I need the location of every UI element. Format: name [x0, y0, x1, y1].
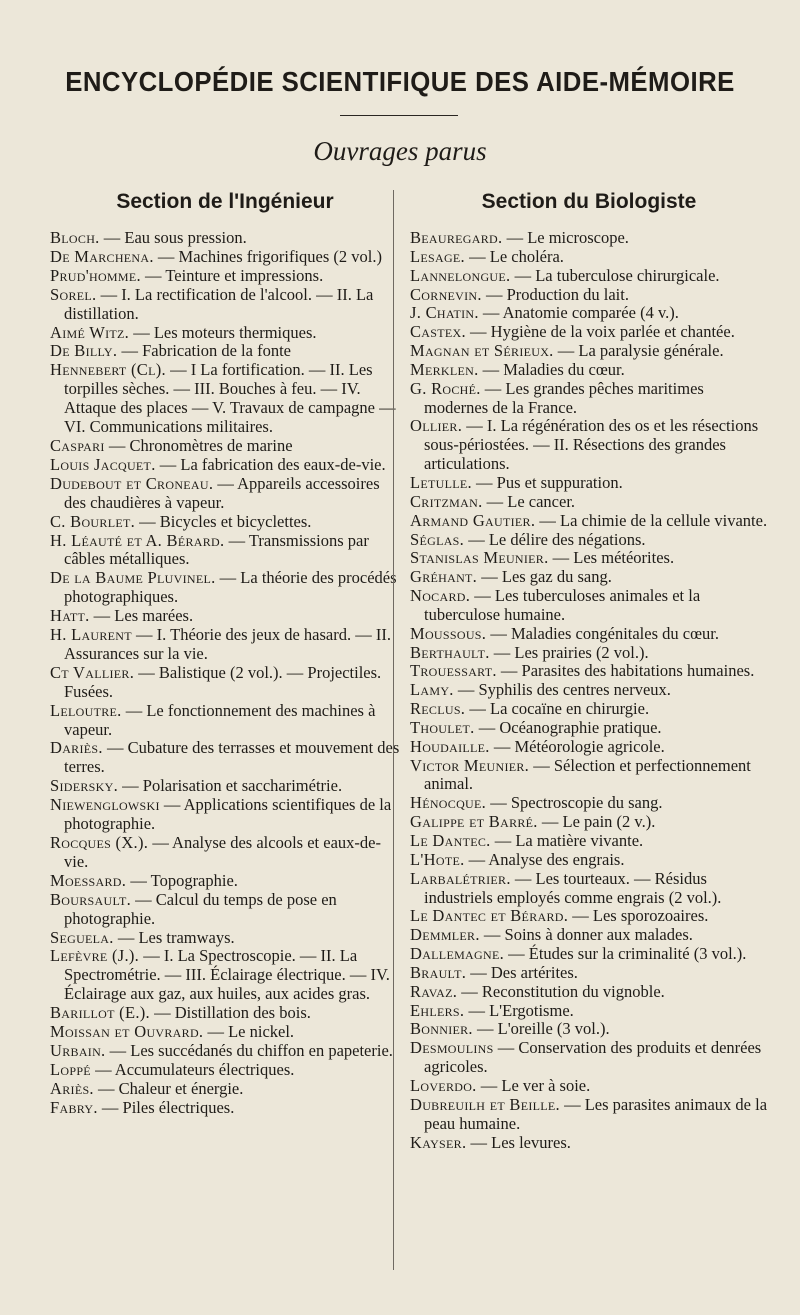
list-item: [50, 532, 400, 570]
section-ingenieur: [50, 190, 400, 1118]
entry-author: C. Bourlet.: [50, 511, 136, 531]
list-item: [410, 286, 768, 305]
list-item: [410, 945, 768, 964]
entry-title: — Les marées.: [89, 606, 194, 626]
list-item: [50, 1099, 400, 1118]
list-item: [410, 342, 768, 361]
entry-title: — Les sporozoaires.: [568, 906, 709, 926]
entry-author: Ehlers.: [410, 1000, 465, 1020]
list-item: [410, 625, 768, 644]
list-item: [50, 456, 400, 475]
entry-author: Beauregard.: [410, 228, 503, 247]
list-item: [410, 1134, 768, 1153]
entry-author: Bonnier.: [410, 1019, 473, 1039]
list-item: [50, 1004, 400, 1023]
entry-title: — Des artérites.: [466, 962, 578, 982]
list-item: [410, 474, 768, 493]
entry-author: Dubreuilh et Beille.: [410, 1094, 560, 1114]
entry-author: Magnan et Sérieux.: [410, 341, 554, 361]
list-item: [410, 1039, 768, 1077]
entry-author: Brault.: [410, 962, 467, 982]
entry-author: Stanislas Meunier.: [410, 548, 549, 568]
list-item: [50, 796, 400, 834]
entry-author: Leloutre.: [50, 700, 122, 720]
entry-title: — Piles électriques.: [97, 1097, 235, 1117]
entry-author: Barillot (E.).: [50, 1003, 150, 1023]
list-item: [410, 248, 768, 267]
entry-author: H. Léauté et A. Bérard.: [50, 530, 225, 550]
entry-title: — Anatomie comparée (4 v.).: [478, 303, 679, 323]
entry-author: Castex.: [410, 322, 466, 342]
entry-author: De Marchena.: [50, 246, 154, 266]
entry-title: — Les tuberculoses animales et la tuberculose humaine.: [424, 586, 701, 624]
entry-author: Houdaille.: [410, 736, 490, 756]
list-item: [50, 947, 400, 1004]
entry-title: — Production du lait.: [481, 284, 629, 304]
list-item: [410, 587, 768, 625]
entry-title: — Le fonctionnement des machines à vapeur.: [64, 700, 376, 739]
list-item: [50, 1061, 400, 1080]
list-item: [50, 361, 400, 437]
entry-title: — Les levures.: [466, 1132, 571, 1152]
entry-author: Gréhant.: [410, 567, 478, 587]
list-item: [410, 361, 768, 380]
list-item: [410, 304, 768, 323]
entry-author: Critzman.: [410, 491, 483, 511]
list-item: [50, 626, 400, 664]
entry-author: Ollier.: [410, 416, 463, 436]
entry-title: — Les prairies (2 vol.).: [489, 642, 649, 662]
entry-author: Bloch.: [50, 228, 100, 247]
entry-author: Victor Meunier.: [410, 755, 530, 775]
entry-title: — Pus et suppuration.: [471, 472, 623, 492]
entry-author: Dariès.: [50, 738, 103, 758]
list-item: [410, 738, 768, 757]
entry-author: De Billy.: [50, 341, 118, 361]
list-item: [410, 1002, 768, 1021]
entry-author: Niewenglowski: [50, 795, 160, 815]
entry-author: Desmoulins: [410, 1038, 494, 1058]
entry-author: Le Dantec et Bérard.: [410, 906, 569, 926]
entry-author: Reclus.: [410, 699, 466, 719]
entry-author: Dudebout et Croneau.: [50, 473, 214, 493]
entry-title: — Maladies congénitales du cœur.: [486, 623, 719, 643]
entry-title: — Le ver à soie.: [476, 1075, 591, 1095]
column-divider: [393, 190, 394, 1270]
list-item: [410, 870, 768, 908]
entry-author: Moissan et Ouvrard.: [50, 1022, 204, 1042]
entry-author: Cornevin.: [410, 284, 482, 304]
list-item: [50, 664, 400, 702]
list-item: [50, 267, 400, 286]
list-item: [410, 681, 768, 700]
list-item: [410, 662, 768, 681]
entry-title: — I La fortification. — II. Les torpilles sèches. — III. Bouches à feu. — IV. Attaque des places — V. Travaux de campagne — VI. Communications militaires.: [64, 360, 396, 437]
list-item: [50, 607, 400, 626]
entry-author: Aimé Witz.: [50, 322, 130, 342]
entry-author: Sorel.: [50, 284, 97, 304]
entry-author: Prud'homme.: [50, 265, 141, 285]
entry-title: — Études sur la criminalité (3 vol.).: [504, 944, 747, 964]
entry-title: — Balistique (2 vol.). — Projectiles. Fusées.: [64, 662, 382, 701]
entry-title: — Les moteurs thermiques.: [129, 322, 317, 342]
entry-list: [410, 229, 768, 1152]
entry-title: — Teinture et impressions.: [140, 265, 324, 285]
entry-author: Merklen.: [410, 359, 479, 379]
entry-author: Lamy.: [410, 680, 454, 700]
entry-author: Moessard.: [50, 870, 127, 890]
list-item: [410, 380, 768, 418]
list-item: [410, 323, 768, 342]
section-biologiste: [410, 190, 768, 1152]
entry-title: — Eau sous pression.: [99, 228, 247, 247]
entry-title: — Distillation des bois.: [149, 1003, 311, 1023]
list-item: [50, 475, 400, 513]
entry-author: Ct Vallier.: [50, 662, 135, 682]
list-item: [410, 851, 768, 870]
list-item: [410, 964, 768, 983]
list-item: [50, 834, 400, 872]
entry-title: — Le microscope.: [502, 228, 629, 247]
entry-title: — Polarisation et saccharimétrie.: [118, 776, 343, 796]
entry-title: — Spectroscopie du sang.: [486, 793, 663, 813]
list-item: [410, 1077, 768, 1096]
entry-title: — L'Ergotisme.: [464, 1000, 574, 1020]
entry-title: — La théorie des procédés photographiques.: [64, 568, 397, 607]
entry-title: — Reconstitution du vignoble.: [457, 981, 665, 1001]
entry-title: — La tuberculose chirurgicale.: [510, 265, 720, 285]
entry-title: — Machines frigorifiques (2 vol.): [153, 246, 382, 266]
entry-author: De la Baume Pluvinel.: [50, 568, 216, 588]
page-title: ENCYCLOPÉDIE SCIENTIFIQUE DES AIDE-MÉMOIRE: [65, 66, 735, 97]
entry-title: — Calcul du temps de pose en photographie.: [64, 889, 337, 928]
entry-author: Letulle.: [410, 472, 472, 492]
entry-title: — I. La rectification de l'alcool. — II. La distillation.: [64, 284, 374, 323]
entry-title: — Hygiène de la voix parlée et chantée.: [465, 322, 735, 342]
list-item: [50, 929, 400, 948]
entry-author: Sidersky.: [50, 776, 119, 796]
entry-title: — Cubature des terrasses et mouvement des terres.: [64, 738, 400, 777]
entry-author: Ravaz.: [410, 981, 458, 1001]
entry-title: — Les parasites animaux de la peau humaine.: [424, 1094, 768, 1133]
entry-title: — La fabrication des eaux-de-vie.: [155, 454, 386, 474]
entry-title: — Le pain (2 v.).: [537, 812, 656, 832]
list-item: [410, 983, 768, 1002]
entry-title: — Appareils accessoires des chaudières à vapeur.: [64, 473, 380, 512]
entry-author: Armand Gautier.: [410, 510, 536, 530]
entry-author: Larbalétrier.: [410, 868, 511, 888]
entry-author: Hennebert (Cl).: [50, 360, 166, 380]
entry-author: Moussous.: [410, 623, 487, 643]
entry-author: Séglas.: [410, 529, 465, 549]
entry-author: Trouessart.: [410, 661, 497, 681]
entry-title: — Le choléra.: [464, 246, 564, 266]
entry-author: Seguela.: [50, 927, 114, 947]
list-item: [410, 512, 768, 531]
entry-title: — Chaleur et énergie.: [93, 1078, 244, 1098]
entry-title: — Parasites des habitations humaines.: [496, 661, 755, 681]
list-item: [50, 739, 400, 777]
entry-author: Boursault.: [50, 889, 132, 909]
entry-author: Kayser.: [410, 1132, 467, 1152]
list-item: [410, 794, 768, 813]
entry-author: Urbain.: [50, 1040, 106, 1060]
entry-author: Ariès.: [50, 1078, 94, 1098]
list-item: [410, 417, 768, 474]
list-item: [50, 872, 400, 891]
entry-title: — Fabrication de la fonte: [117, 341, 291, 361]
list-item: [50, 248, 400, 267]
entry-title: — I. La Spectroscopie. — II. La Spectrométrie. — III. Éclairage électrique. — IV. Éclairage aux gaz, aux huiles, aux acides gras.: [64, 946, 390, 1004]
entry-author: Loverdo.: [410, 1075, 477, 1095]
list-item: [50, 777, 400, 796]
entry-author: Fabry.: [50, 1097, 98, 1117]
entry-author: Lannelongue.: [410, 265, 511, 285]
entry-title: — La chimie de la cellule vivante.: [535, 510, 768, 530]
list-item: [50, 702, 400, 740]
list-item: [410, 832, 768, 851]
entry-title: — Les gaz du sang.: [477, 567, 612, 587]
list-item: [410, 229, 768, 248]
list-item: [50, 437, 400, 456]
list-item: [410, 549, 768, 568]
entry-title: — Conservation des produits et denrées agricoles.: [424, 1038, 762, 1077]
list-item: [50, 229, 400, 248]
entry-title: — I. La régénération des os et les résections sous-périostées. — II. Résections des grandes articulations.: [424, 416, 759, 474]
list-item: [410, 1096, 768, 1134]
list-item: [50, 324, 400, 343]
entry-author: Thoulet.: [410, 717, 475, 737]
entry-author: Galippe et Barré.: [410, 812, 538, 832]
section-title: Section de l'Ingénieur: [116, 190, 334, 213]
entry-title: — I. Théorie des jeux de hasard. — II. Assurances sur la vie.: [64, 625, 391, 663]
entry-author: Hénocque.: [410, 793, 487, 813]
list-item: [50, 891, 400, 929]
entry-author: Demmler.: [410, 925, 480, 945]
entry-author: Dallemagne.: [410, 944, 504, 964]
entry-author: J. Chatin.: [410, 303, 479, 323]
entry-title: — Sélection et perfectionnement animal.: [424, 755, 751, 794]
list-item: [410, 813, 768, 832]
list-item: [50, 1042, 400, 1061]
entry-title: — La paralysie générale.: [553, 341, 724, 361]
entry-title: — Bicycles et bicyclettes.: [135, 511, 312, 531]
entry-title: — La matière vivante.: [490, 831, 644, 850]
entry-author: Lefèvre (J.).: [50, 946, 140, 966]
entry-title: — L'oreille (3 vol.).: [472, 1019, 610, 1039]
entry-title: — Syphilis des centres nerveux.: [453, 680, 671, 700]
list-item: [410, 907, 768, 926]
entry-author: Le Dantec.: [410, 831, 491, 850]
page-subtitle: Ouvrages parus: [313, 136, 487, 166]
entry-title: — Les tourteaux. — Résidus industriels employés comme engrais (2 vol.).: [424, 868, 722, 907]
entry-title: — Chronomètres de marine: [104, 435, 293, 455]
list-item: [410, 644, 768, 663]
entry-author: Rocques (X.).: [50, 833, 149, 852]
entry-author: L'Hote.: [410, 849, 465, 869]
list-item: [410, 493, 768, 512]
list-item: [50, 569, 400, 607]
entry-title: — Les succédanés du chiffon en papeterie.: [105, 1040, 393, 1060]
entry-title: — Transmissions par câbles métalliques.: [64, 530, 369, 569]
entry-title: — Le nickel.: [203, 1022, 295, 1042]
entry-author: Caspari: [50, 435, 105, 455]
entry-author: Nocard.: [410, 586, 471, 606]
list-item: [410, 1020, 768, 1039]
list-item: [410, 757, 768, 795]
entry-author: Loppé: [50, 1059, 91, 1079]
list-item: [50, 286, 400, 324]
entry-title: — Météorologie agricole.: [489, 736, 665, 756]
list-item: [50, 1080, 400, 1099]
entry-author: Hatt.: [50, 606, 90, 626]
entry-title: — Soins à donner aux malades.: [479, 925, 693, 945]
entry-title: — Analyse des engrais.: [464, 849, 625, 869]
entry-title: — La cocaïne en chirurgie.: [465, 699, 650, 719]
list-item: [50, 342, 400, 361]
entry-author: Lesage.: [410, 246, 465, 266]
entry-title: — Analyse des alcools et eaux-de-vie.: [64, 833, 381, 871]
list-item: [50, 1023, 400, 1042]
list-item: [410, 700, 768, 719]
list-item: [410, 531, 768, 550]
entry-title: — Accumulateurs électriques.: [90, 1059, 295, 1079]
title-rule: [340, 115, 458, 116]
list-item: [50, 513, 400, 532]
entry-title: — Maladies du cœur.: [478, 359, 625, 379]
entry-title: — Les tramways.: [113, 927, 235, 947]
entry-list: [50, 229, 400, 1118]
entry-title: — Le délire des négations.: [464, 529, 646, 549]
entry-author: G. Roché.: [410, 378, 481, 398]
list-item: [410, 719, 768, 738]
entry-title: — Les météorites.: [548, 548, 675, 568]
entry-title: — Applications scientifiques de la photographie.: [64, 795, 392, 834]
entry-title: — Océanographie pratique.: [474, 717, 662, 737]
list-item: [410, 267, 768, 286]
entry-author: Louis Jacquet.: [50, 454, 156, 474]
list-item: [410, 926, 768, 945]
entry-author: H. Laurent: [50, 625, 132, 645]
entry-author: Berthault.: [410, 642, 490, 662]
entry-title: — Topographie.: [126, 870, 238, 890]
section-title: Section du Biologiste: [481, 190, 697, 213]
list-item: [410, 568, 768, 587]
entry-title: — Le cancer.: [482, 491, 576, 511]
entry-title: — Les grandes pêches maritimes modernes de la France.: [424, 378, 704, 417]
